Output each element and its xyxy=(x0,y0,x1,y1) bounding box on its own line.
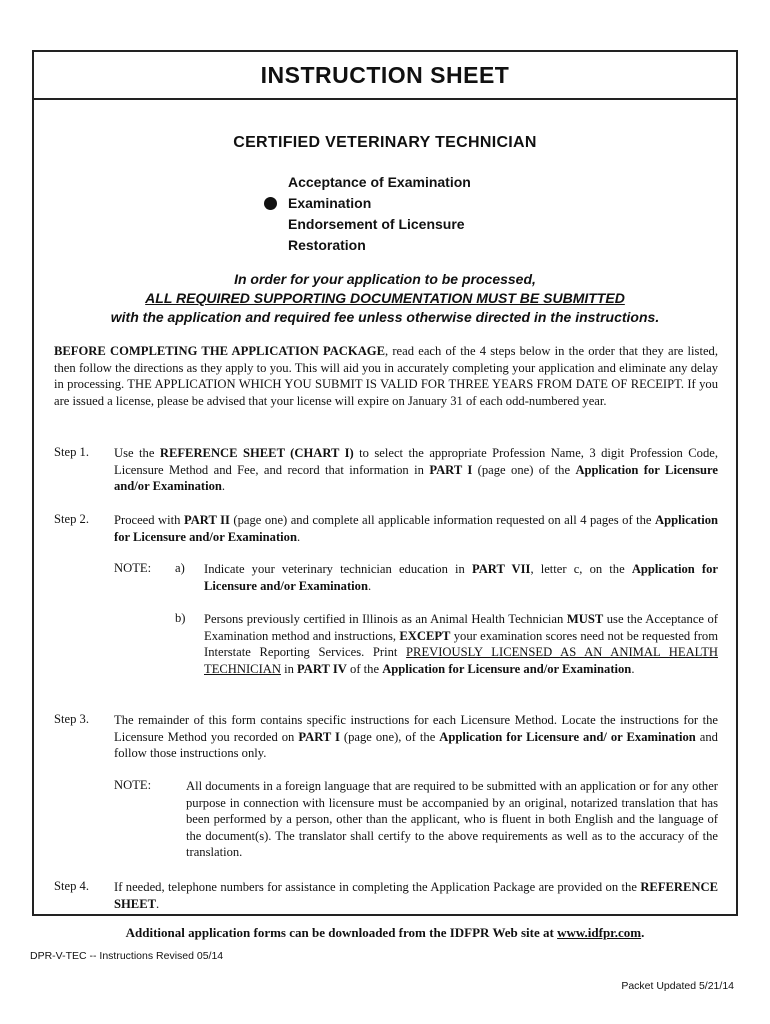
note-text-part: , letter c, on the xyxy=(530,562,632,576)
method-label: Endorsement of Licensure xyxy=(288,216,465,232)
note-bold-part: PART IV xyxy=(297,661,347,676)
note-bold-part: PART VII xyxy=(471,562,531,576)
step-text-part: and follow those instructions only. xyxy=(114,729,718,761)
step-2-label: Step 2. xyxy=(54,512,89,526)
instruction-frame xyxy=(32,50,738,916)
intro-bold: BEFORE COMPLETING THE APPLICATION PACKAGE xyxy=(54,344,385,358)
step-text-part: . xyxy=(221,479,226,494)
idfpr-website-link[interactable]: www.idfpr.com xyxy=(557,925,642,940)
step-4-label: Step 4. xyxy=(54,879,89,893)
note-b-text xyxy=(204,611,718,677)
step-bold-part: Application for Licensure and/or Examination xyxy=(114,513,718,544)
note-bold-part: MUST xyxy=(566,612,604,626)
step-text-part: . xyxy=(156,896,160,911)
download-notice xyxy=(0,925,770,941)
note-text-part: Indicate your veterinary technician education in xyxy=(204,562,472,576)
form-id: DPR-V-TEC -- Instructions Revised 05/14 xyxy=(30,950,224,962)
note-text-part: your examination scores need not be requested from Interstate Reporting Services. Print xyxy=(204,628,718,660)
note-a-text xyxy=(204,561,718,594)
step-bold-part: Application for Licensure and/ or Examination xyxy=(439,729,696,744)
note-bold-part: EXCEPT xyxy=(399,628,451,643)
step-bold-part: Application for Licensure and/or Examination xyxy=(114,462,718,494)
step-text-part: (page one) and complete all applicable information requested on all 4 pages of the xyxy=(229,513,656,527)
notice-line-3: with the application and required fee unless otherwise directed in the instructions. xyxy=(110,309,660,325)
step-1-text xyxy=(114,445,718,495)
step-text-part: Use the xyxy=(114,446,160,460)
step-bold-part: REFERENCE SHEET xyxy=(114,880,718,911)
method-label: Examination xyxy=(288,195,372,211)
note-text-part: of the xyxy=(346,661,383,676)
step-2-note-label: NOTE: xyxy=(114,561,152,575)
step-1-label: Step 1. xyxy=(54,445,89,459)
notice-line-2: ALL REQUIRED SUPPORTING DOCUMENTATION MUST BE SUBMITTED xyxy=(145,290,625,306)
intro-text: , read each of the 4 steps below in the order that they are listed, then follow the directions as they apply to you. This will aid you in accurately completing your application and eliminate any delay in processing. THE APPLICATION WHICH YOU SUBMIT IS VALID FOR THREE YEARS FROM DATE OF RECEIPT. If you are issued a license, please be advised that your license will expire on January 31 of each odd-numbered year. xyxy=(54,344,718,408)
step-text-part: Proceed with xyxy=(114,513,184,527)
note-underline-part: PREVIOUSLY LICENSED AS AN ANIMAL HEALTH TECHNICIAN xyxy=(204,645,718,676)
note-text-part: . xyxy=(367,578,372,593)
selected-bullet-icon xyxy=(264,197,277,210)
licensure-method-list xyxy=(288,174,471,258)
note-a-label: a) xyxy=(175,561,185,575)
step-text-part: to select the appropriate Profession Name, 3 digit Profession Code, Licensure Method and Fee, and record that information in xyxy=(114,446,718,477)
method-examination xyxy=(288,195,471,216)
method-acceptance-of-examination xyxy=(288,174,471,195)
step-text-part: (page one) of the xyxy=(472,462,576,477)
page-title: INSTRUCTION SHEET xyxy=(260,61,510,88)
step-text-part: . xyxy=(296,529,301,544)
step-3-note-label: NOTE: xyxy=(114,778,152,792)
step-bold-part: REFERENCE SHEET (CHART I) xyxy=(159,446,354,460)
download-text: Additional application forms can be downloaded from the IDFPR Web site at xyxy=(125,925,558,940)
step-2-text xyxy=(114,512,718,545)
note-text-part: use the Acceptance of Examination method and instructions, xyxy=(204,612,719,643)
method-label: Restoration xyxy=(288,237,366,253)
download-end: . xyxy=(641,925,645,940)
note-bold-part: Application for Licensure and/or Examination xyxy=(204,562,719,593)
step-text-part: If needed, telephone numbers for assistance in completing the Application Package are provided on the xyxy=(114,880,641,894)
note-b-label: b) xyxy=(175,611,186,625)
note-bold-part: Application for Licensure and/or Examination xyxy=(382,661,632,676)
intro-paragraph xyxy=(54,343,718,409)
step-3-note-text: All documents in a foreign language that are required to be submitted with an application or for any other purpose in connection with licensure must be accompanied by an original, notarized translation that has been performed by a person, other than the applicant, who is fluent in both English and the language of the document(s). The translator shall certify to the above requirements as well as to the accuracy of the translation. xyxy=(186,779,718,860)
note-text-part: in xyxy=(280,661,298,676)
title-row xyxy=(34,52,736,100)
step-4-text xyxy=(114,879,718,912)
step-3-label: Step 3. xyxy=(54,712,89,726)
method-endorsement-of-licensure xyxy=(288,216,471,237)
step-bold-part: PART II xyxy=(183,513,230,527)
method-restoration xyxy=(288,237,471,258)
step-text-part: (page one), of the xyxy=(339,729,440,744)
step-text-part: The remainder of this form contains specific instructions for each Licensure Method. Locate the instructions for the Licensure Method you recorded on xyxy=(114,713,718,744)
note-text-part: Persons previously certified in Illinois as an Animal Health Technician xyxy=(204,612,567,626)
profession-heading: CERTIFIED VETERINARY TECHNICIAN xyxy=(233,134,537,151)
processing-notice xyxy=(34,270,736,327)
step-bold-part: PART I xyxy=(298,729,340,744)
notice-line-1: In order for your application to be processed, xyxy=(234,271,536,287)
note-text-part: . xyxy=(631,661,635,676)
step-3-text xyxy=(114,712,718,762)
method-label: Acceptance of Examination xyxy=(288,174,471,190)
packet-updated: Packet Updated 5/21/14 xyxy=(621,980,734,992)
step-bold-part: PART I xyxy=(429,462,473,477)
